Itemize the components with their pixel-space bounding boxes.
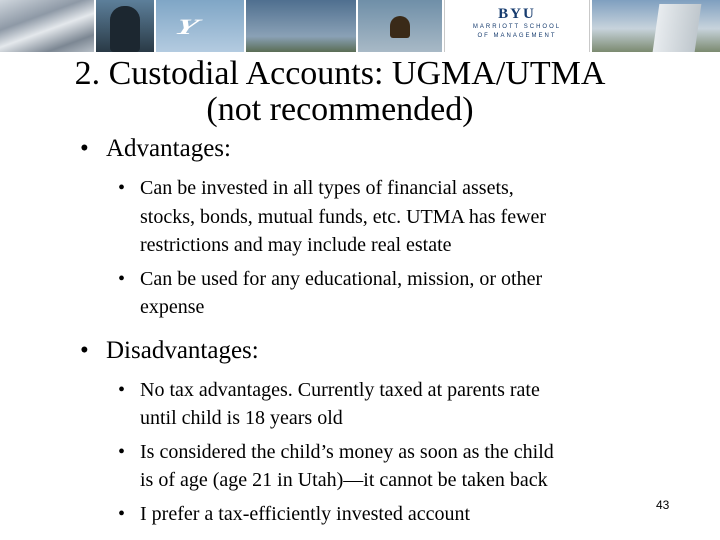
slide-body: [80, 134, 660, 528]
disadvantage-item: [118, 438, 660, 495]
logo-school-name: MARRIOTT SCHOOL: [472, 24, 562, 30]
slide-title: [20, 56, 660, 128]
banner-photo-building: [0, 0, 94, 52]
bullet-dot: •: [118, 440, 126, 463]
disadvantage-item: [118, 500, 660, 529]
disadvantage-line: is of age (age 21 in Utah)—it cannot be taken back: [140, 469, 548, 491]
bullet-dot: •: [118, 267, 126, 290]
disadvantage-line: Is considered the child’s money as soon as the child: [140, 440, 554, 463]
bullet-dot: •: [118, 502, 126, 525]
advantage-line: expense: [140, 296, 205, 318]
disadvantage-line: until child is 18 years old: [140, 407, 343, 429]
banner-photo-statue: [96, 0, 154, 52]
banner-photo-tower: [592, 0, 720, 52]
advantage-line: restrictions and may include real estate: [140, 234, 452, 256]
header-banner: [0, 0, 720, 52]
disadvantage-line: I prefer a tax-efficiently invested account: [140, 502, 471, 525]
banner-photo-bell-tower: [358, 0, 442, 52]
statue-image: [110, 6, 140, 52]
disadvantage-line: No tax advantages. Currently taxed at parents rate: [140, 378, 540, 401]
advantage-line: Can be used for any educational, mission, or other: [140, 267, 543, 290]
advantage-line: stocks, bonds, mutual funds, etc. UTMA has fewer: [140, 205, 547, 228]
disadvantages-heading-bullet: [80, 336, 660, 366]
advantages-heading-bullet: [80, 134, 660, 164]
slide-title-line-2: (not recommended): [206, 91, 474, 128]
bullet-dot: •: [80, 135, 89, 162]
advantage-line: Can be invested in all types of financial assets,: [140, 177, 514, 199]
disadvantage-item: [118, 376, 660, 433]
advantage-item: [118, 174, 660, 260]
banner-photo-campus: [246, 0, 356, 52]
bullet-dot: •: [118, 378, 126, 401]
byu-marriott-logo: [444, 0, 590, 52]
advantages-list: [80, 174, 660, 322]
bullet-dot: •: [80, 336, 89, 364]
bullet-dot: •: [118, 177, 126, 199]
banner-photo-y-mountain: [156, 0, 244, 52]
page-number: 43: [656, 498, 670, 512]
tower-image: [653, 4, 702, 52]
bell-icon: [390, 16, 410, 38]
logo-word: BYU: [498, 6, 536, 22]
slide-title-line-1: 2. Custodial Accounts: UGMA/UTMA: [74, 55, 606, 92]
advantages-heading: Advantages:: [106, 135, 231, 162]
logo-school-subtitle: OF MANAGEMENT: [477, 33, 557, 39]
disadvantages-heading: Disadvantages:: [106, 336, 259, 364]
advantage-item: [118, 265, 660, 322]
y-mountain-icon: Y: [171, 14, 203, 39]
disadvantages-list: [80, 376, 660, 529]
